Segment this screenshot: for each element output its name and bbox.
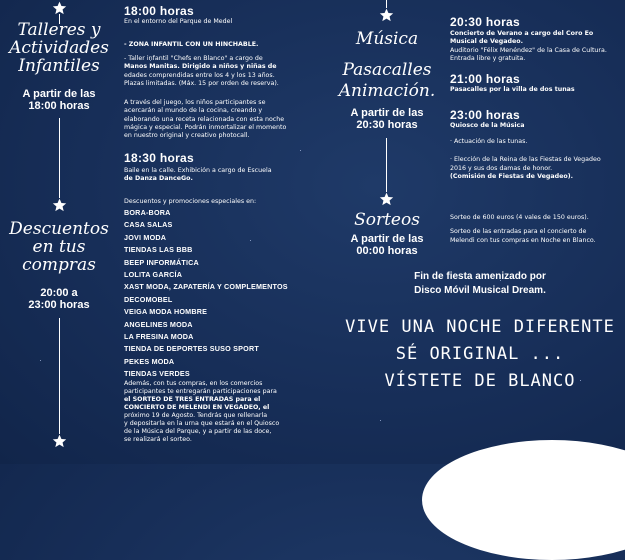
workshops-title-line: Infantiles bbox=[18, 55, 100, 76]
closing-line: próximo 19 de Agosto. Tendrás que rellenarla bbox=[124, 412, 268, 420]
shop-list bbox=[124, 207, 288, 381]
t3-item: (Comisión de Fiestas de Vegadeo). bbox=[450, 172, 574, 180]
t3-text: Quiosco de la Música bbox=[450, 122, 525, 129]
paragraph-line: mágica y especial. Podrán inmortalizar el momento bbox=[124, 123, 287, 131]
workshops-title-line: Actividades bbox=[9, 37, 109, 58]
t2-time: 21:00 horas bbox=[450, 72, 521, 86]
shop-item: PEKES MODA bbox=[124, 356, 175, 366]
raffle-time bbox=[325, 233, 449, 257]
t1-line: Concierto de Verano a cargo del Coro Eo bbox=[450, 30, 594, 37]
slogan bbox=[330, 314, 625, 395]
slogan-line: SÉ ORIGINAL ... bbox=[395, 344, 565, 364]
closing-line: participantes te entregarán participaciones para bbox=[124, 388, 277, 396]
parade-title-line: Animación. bbox=[338, 80, 436, 101]
workshop-line: Plazas limitadas. (Máx. 15 por orden de reserva). bbox=[124, 79, 279, 87]
music-title: Música bbox=[355, 29, 419, 49]
star-speck bbox=[380, 420, 381, 421]
shop-item: TIENDAS VERDES bbox=[124, 369, 190, 379]
parade-time-line: 20:30 horas bbox=[356, 119, 418, 132]
discounts-title-line: en tus bbox=[32, 236, 86, 257]
closing-line: el SORTEO DE TRES ENTRADAS para el bbox=[124, 396, 261, 404]
parade-title bbox=[325, 60, 449, 101]
workshop-line: - Taller infantil "Chefs en Blanco" a cargo de bbox=[124, 55, 263, 62]
closing-line: se realizará el sorteo. bbox=[124, 436, 192, 444]
shop-item: LOLITA GARCÍA bbox=[124, 270, 183, 280]
block1-time: 18:00 horas bbox=[124, 4, 195, 18]
shop-item: TIENDAS LAS BBB bbox=[124, 245, 193, 255]
star-icon bbox=[378, 192, 395, 207]
discounts-title-line: compras bbox=[22, 254, 96, 275]
raffle-line: Sorteo de las entradas para el concierto de bbox=[450, 228, 587, 236]
discounts-intro: Descuentos y promociones especiales en: bbox=[124, 198, 257, 205]
t1-text bbox=[450, 30, 622, 63]
shop-item: BORA-BORA bbox=[124, 208, 171, 217]
block2-time: 18:30 horas bbox=[124, 151, 195, 165]
workshops-title bbox=[0, 22, 118, 76]
workshop-line: edades comprendidas entre los 4 y los 13 años. bbox=[124, 71, 275, 79]
star-speck bbox=[300, 150, 301, 151]
paragraph-line: elaborando una receta relacionada con esta noche bbox=[124, 115, 285, 123]
t3-item: 2016 y sus dos damas de honor. bbox=[450, 164, 553, 172]
workshop-text bbox=[124, 55, 299, 88]
parade-time-line: A partir de las bbox=[350, 107, 424, 119]
workshops-time-line: 18:00 horas bbox=[28, 100, 90, 113]
activity-paragraph bbox=[124, 99, 299, 140]
left-divider-bottom bbox=[59, 318, 60, 434]
raffle-time-line: 00:00 horas bbox=[356, 245, 418, 258]
left-divider-middle bbox=[59, 118, 60, 198]
closing-line: y depositarla en la urna que estará en el Quiosco bbox=[124, 420, 280, 428]
shop-item: DECOMOBEL bbox=[124, 294, 173, 304]
shop-item: ANGELINES MODA bbox=[124, 319, 193, 329]
shop-item: JOVI MODA bbox=[124, 232, 167, 242]
raffle-text bbox=[450, 214, 622, 245]
raffle-title: Sorteos bbox=[354, 210, 420, 230]
workshops-time bbox=[0, 88, 118, 112]
finale-line: Fin de fiesta amenizado por bbox=[414, 271, 546, 282]
t3-time: 23:00 horas bbox=[450, 108, 521, 122]
slogan-line: VIVE UNA NOCHE DIFERENTE bbox=[345, 317, 615, 337]
paragraph-line: A través del juego, los niños participantes se bbox=[124, 99, 266, 106]
t3-item: · Actuación de las tunas. bbox=[450, 138, 528, 145]
discounts-time-line: 23:00 horas bbox=[28, 299, 90, 312]
shop-item: CASA SALAS bbox=[124, 220, 173, 230]
paragraph-line: en nuestro original y creativo photocall. bbox=[124, 132, 250, 140]
shop-item: BEEP INFORMÁTICA bbox=[124, 257, 199, 267]
dance-line: de Danza DanceGo. bbox=[124, 175, 193, 183]
t1-time: 20:30 horas bbox=[450, 15, 521, 29]
dance-line: Baile en la calle. Exhibición a cargo de Escuela bbox=[124, 167, 272, 174]
slogan-line: VÍSTETE DE BLANCO bbox=[384, 371, 576, 391]
discounts-time bbox=[0, 287, 118, 311]
shop-item: TIENDA DE DEPORTES SUSO SPORT bbox=[124, 344, 259, 354]
t1-line: Auditorio "Félix Menéndez" de la Casa de Cultura. bbox=[450, 46, 607, 54]
star-icon bbox=[51, 1, 68, 16]
workshops-time-line: A partir de las bbox=[22, 88, 96, 100]
closing-text bbox=[124, 380, 304, 444]
closing-line: Además, con tus compras, en los comercios bbox=[124, 380, 263, 387]
workshop-line: Manos Manitas. Dirigido a niños y niñas de bbox=[124, 63, 277, 71]
parade-time bbox=[325, 107, 449, 131]
zone-title: - ZONA INFANTIL CON UN HINCHABLE. bbox=[124, 41, 259, 48]
closing-line: de la Música del Parque, y a partir de las doce, bbox=[124, 428, 272, 436]
star-icon bbox=[51, 198, 68, 213]
shop-item: LA FRESINA MODA bbox=[124, 332, 194, 342]
right-divider-top bbox=[386, 0, 387, 8]
finale-text bbox=[330, 270, 625, 298]
right-divider-middle bbox=[386, 138, 387, 192]
discounts-title-line: Descuentos bbox=[9, 219, 109, 239]
star-icon bbox=[378, 8, 395, 23]
t2-text: Pasacalles por la villa de dos tunas bbox=[450, 86, 575, 93]
raffle-line: Melendi con tus compras en Noche en Blanco. bbox=[450, 236, 596, 244]
raffle-time-line: A partir de las bbox=[350, 233, 424, 245]
t1-line: Entrada libre y gratuita. bbox=[450, 54, 526, 62]
shop-item: XAST MODA, ZAPATERÍA Y COMPLEMENTOS bbox=[124, 282, 288, 292]
raffle-line: Sorteo de 600 euros (4 vales de 150 euros). bbox=[450, 214, 589, 221]
dance-text bbox=[124, 167, 299, 184]
t3-items bbox=[450, 138, 622, 181]
block1-place: En el entorno del Parque de Medel bbox=[124, 18, 233, 25]
star-icon bbox=[51, 434, 68, 449]
closing-line: CONCIERTO DE MELENDI EN VEGADEO, el bbox=[124, 404, 270, 412]
discounts-title bbox=[0, 221, 118, 275]
t3-item: · Elección de la Reina de las Fiestas de Vegadeo bbox=[450, 156, 601, 164]
parade-title-line: Pasacalles bbox=[342, 60, 432, 80]
moon-shape bbox=[422, 440, 625, 560]
star-speck bbox=[40, 360, 41, 361]
shop-item: VEIGA MODA HOMBRE bbox=[124, 307, 208, 317]
discounts-time-line: 20:00 a bbox=[40, 287, 78, 299]
workshops-title-line: Talleres y bbox=[17, 20, 101, 40]
paragraph-line: acercarán al mundo de la cocina, creando y bbox=[124, 107, 263, 115]
t1-line: Musical de Vegadeo. bbox=[450, 38, 524, 46]
finale-line: Disco Móvil Musical Dream. bbox=[414, 285, 546, 296]
